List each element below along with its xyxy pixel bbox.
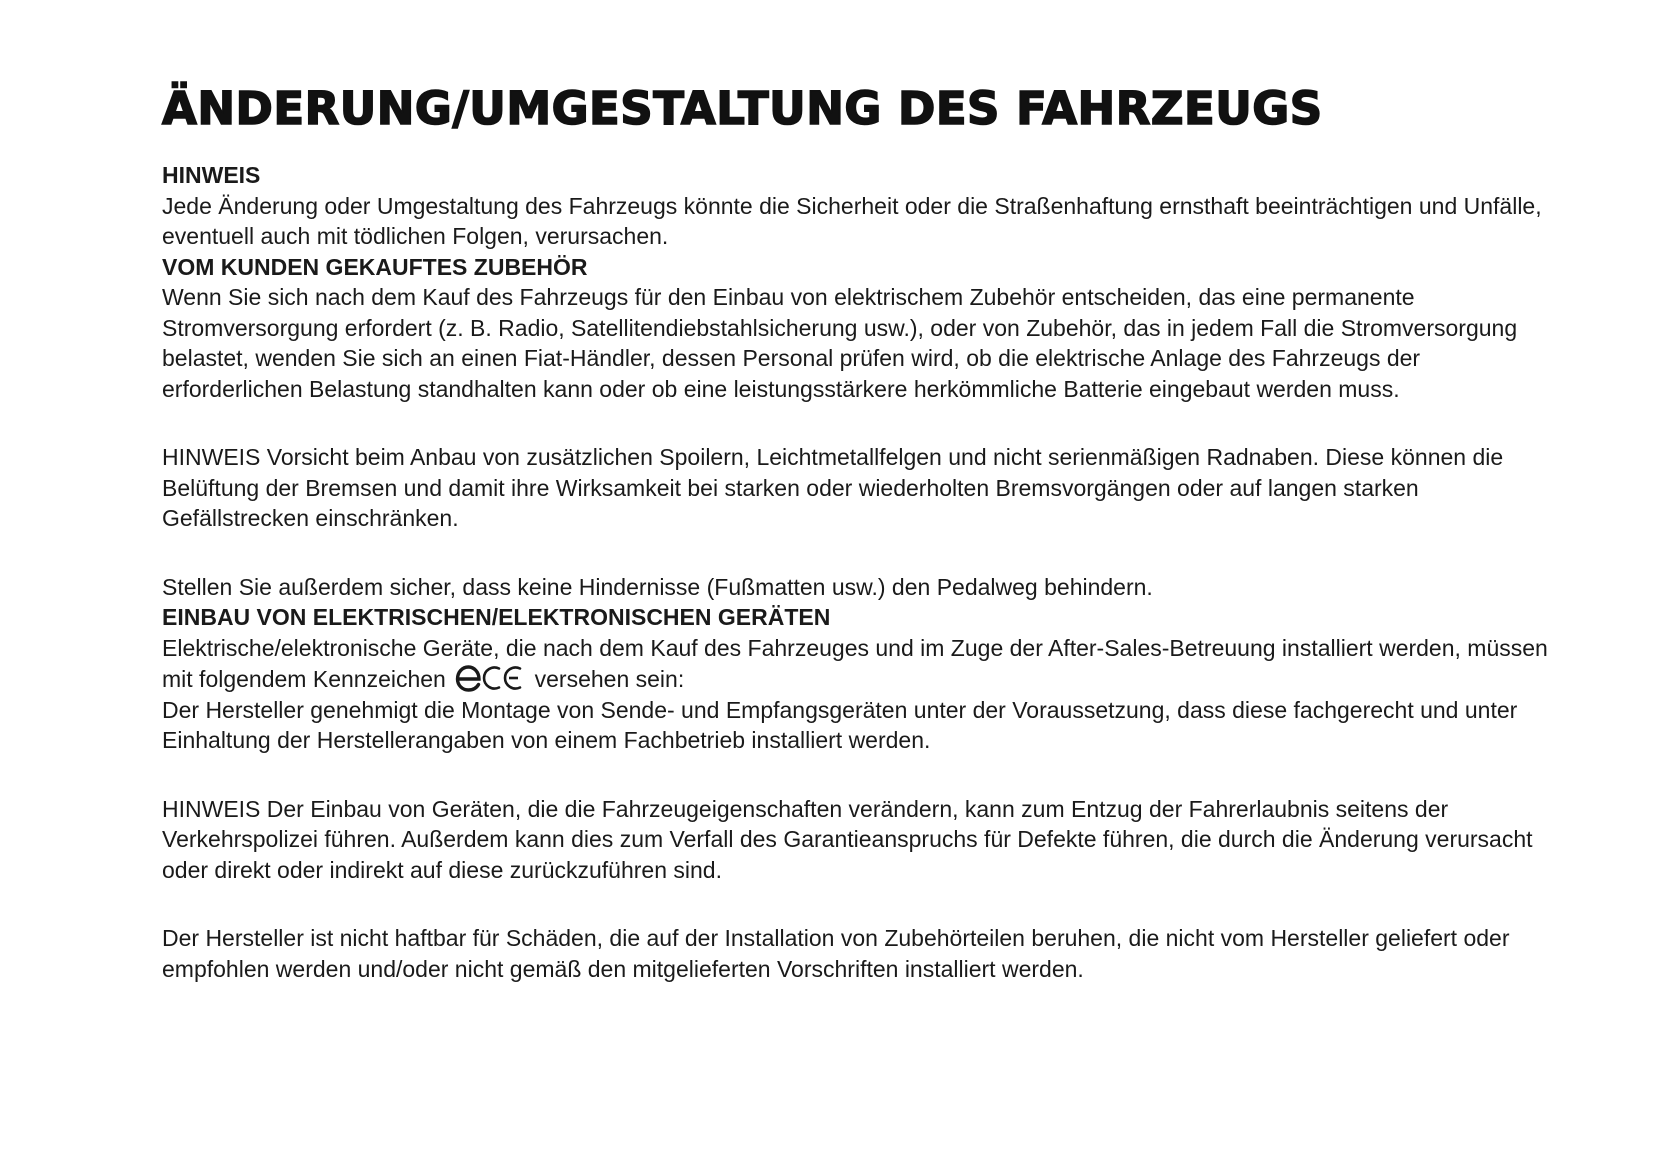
- einbau-heading: EINBAU VON ELEKTRISCHEN/ELEKTRONISCHEN GERÄTEN: [162, 604, 831, 630]
- document-body: [162, 160, 1562, 984]
- einbau-text-before-mark: Elektrische/elektronische Geräte, die nach dem Kauf des Fahrzeuges und im Zuge der After-Sales-Betreuung installiert werden, müssen mit folgendem Kennzeichen: [162, 634, 1548, 692]
- einbau-text-after-mark: versehen sein:: [534, 666, 685, 692]
- document-page: [162, 82, 1562, 984]
- einbau-paragraph: [162, 633, 1562, 695]
- fahrerlaubnis-hinweis-paragraph: HINWEIS Der Einbau von Geräten, die die Fahrzeugeigenschaften verändern, kann zum Entzug der Fahrerlaubnis seitens der Verkehrspolizei führen. Außerdem kann dies zum Verfall des Garantieanspruchs für Defekte führen, die durch die Änderung verursacht oder direkt oder indirekt auf diese zurückzuführen sind.: [162, 795, 1533, 883]
- spoiler-hinweis-paragraph: HINWEIS Vorsicht beim Anbau von zusätzlichen Spoilern, Leichtmetallfelgen und nicht serienmäßigen Radnaben. Diese können die Belüftung der Bremsen und damit ihre Wirksamkeit bei starken oder wiederholten Bremsvorgängen oder auf langen starken Gefällstrecken einschränken.: [162, 444, 1504, 531]
- hinweis-heading: HINWEIS: [162, 162, 261, 188]
- einbau-paragraph-2: Der Hersteller genehmigt die Montage von Sende- und Empfangsgeräten unter der Voraussetzung, dass diese fachgerecht und unter Einhaltung der Herstellerangaben von einem Fachbetrieb installiert werden.: [162, 696, 1518, 753]
- pedal-paragraph: Stellen Sie außerdem sicher, dass keine Hindernisse (Fußmatten usw.) den Pedalweg behindern.: [162, 573, 1153, 600]
- zubehoer-paragraph: Wenn Sie sich nach dem Kauf des Fahrzeugs für den Einbau von elektrischem Zubehör entscheiden, das eine permanente Stromversorgung erfordert (z. B. Radio, Satellitendiebstahlsicherung usw.), oder von Zubehör, das in jedem Fall die Stromversorgung belastet, wenden Sie sich an einen Fiat-Händler, dessen Personal prüfen wird, ob die elektrische Anlage des Fahrzeugs der erforderlichen Belastung standhalten kann oder ob eine leistungsstärkere herkömmliche Batterie eingebaut werden muss.: [162, 284, 1518, 402]
- page-title: ÄNDERUNG/UMGESTALTUNG DES FAHRZEUGS: [162, 82, 1323, 135]
- zubehoer-heading: VOM KUNDEN GEKAUFTES ZUBEHÖR: [162, 253, 588, 280]
- hinweis-paragraph: Jede Änderung oder Umgestaltung des Fahrzeugs könnte die Sicherheit oder die Straßenhaftung ernsthaft beeinträchtigen und Unfälle, eventuell auch mit tödlichen Folgen, verursachen.: [162, 192, 1542, 249]
- haftung-paragraph: Der Hersteller ist nicht haftbar für Schäden, die auf der Installation von Zubehörteilen beruhen, die nicht vom Hersteller geliefert oder empfohlen werden und/oder nicht gemäß den mitgelieferten Vorschriften installiert werden.: [162, 925, 1510, 982]
- e-ce-mark-icon: [454, 663, 524, 693]
